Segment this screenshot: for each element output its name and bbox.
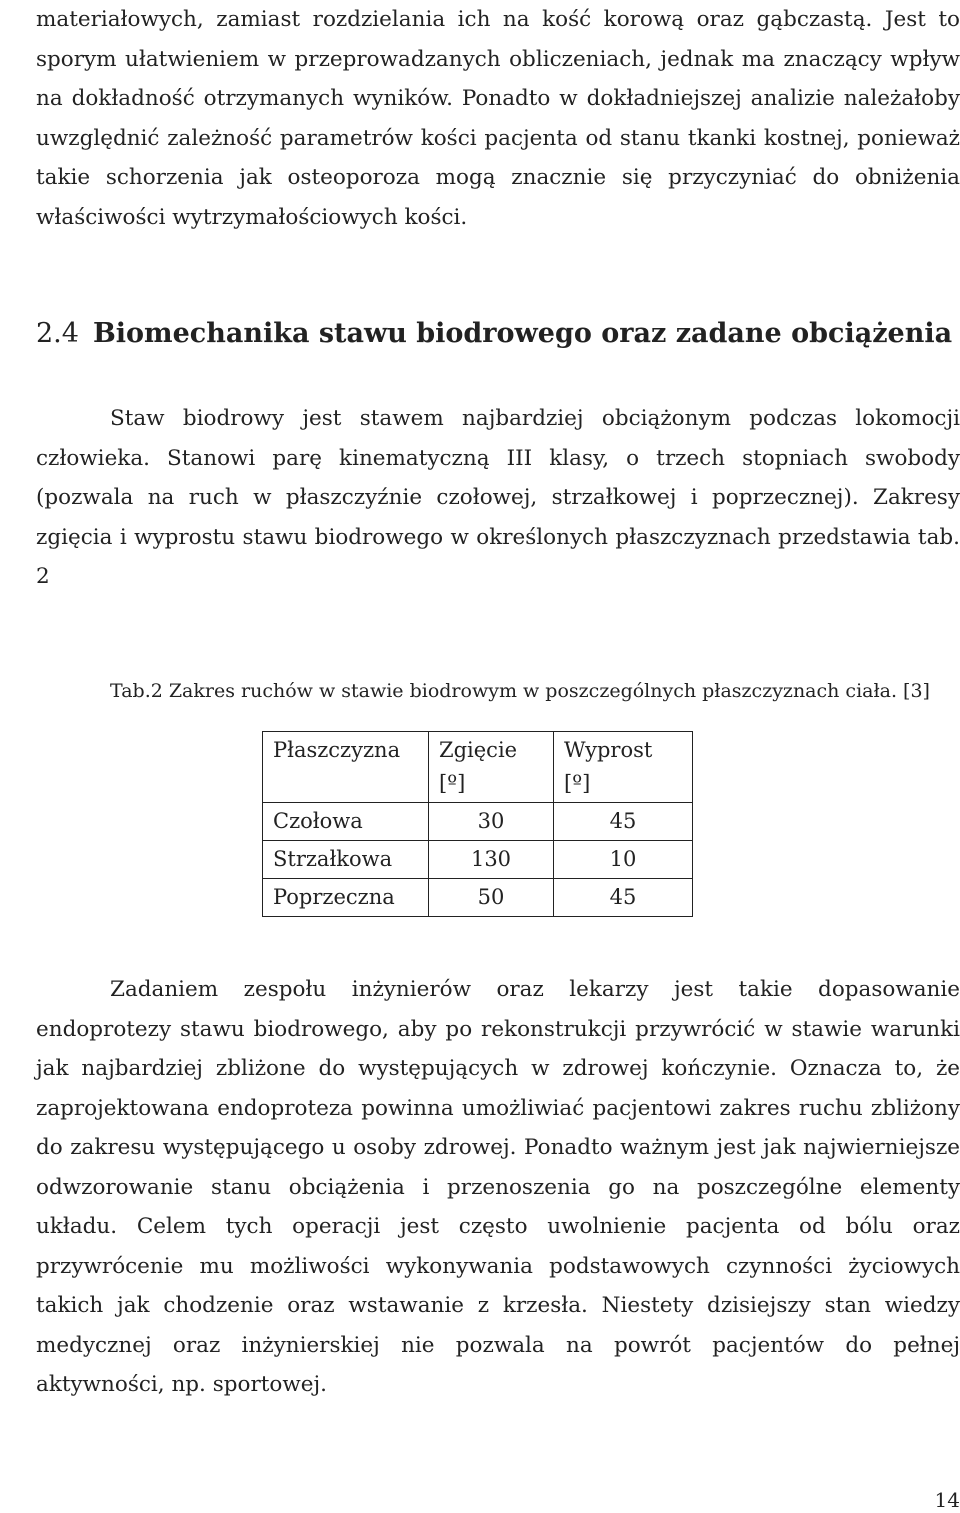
paragraph-3 — [36, 970, 960, 1405]
table-cell: 45 — [554, 803, 693, 841]
table-cell: 10 — [554, 841, 693, 879]
table-cell: 30 — [429, 803, 554, 841]
table-header-cell: Zgięcie [º] — [429, 732, 554, 803]
table-cell: Poprzeczna — [263, 879, 429, 917]
table-header-cell: Wyprost [º] — [554, 732, 693, 803]
table-cell: 130 — [429, 841, 554, 879]
table-caption: Tab.2 Zakres ruchów w stawie biodrowym w poszczególnych płaszczyznach ciała. [3] — [110, 680, 930, 702]
paragraph-3-text: Zadaniem zespołu inżynierów oraz lekarzy jest takie dopasowanie endoprotezy stawu biodrowego, aby po rekonstrukcji przywrócić w stawie warunki jak najbardziej zbliżone do występujących w zdrowej kończynie. Oznacza to, że zaprojektowana endoproteza powinna umożliwiać pacjentowi zakres ruchu zbliżony do zakresu występującego u osoby zdrowej. Ponadto ważnym jest jak najwierniejsze odwzorowanie stanu obciążenia i przenoszenia go na poszczególne elementy układu. Celem tych operacji jest często uwolnienie pacjenta od bólu oraz przywrócenie mu możliwości wykonywania podstawowych czynności życiowych takich jak chodzenie oraz wstawanie z krzesła. Niestety dzisiejszy stan wiedzy medycznej oraz inżynierskiej nie pozwala na powrót pacjentów do pełnej aktywności, np. sportowej. — [36, 977, 960, 1397]
table-cell: Strzałkowa — [263, 841, 429, 879]
table-cell: 45 — [554, 879, 693, 917]
paragraph-1: materiałowych, zamiast rozdzielania ich na kość korową oraz gąbczastą. Jest to sporym ułatwieniem w przeprowadzanych obliczeniach, jednak ma znaczący wpływ na dokładność otrzymanych wyników. Ponadto w dokładniejszej analizie należałoby uwzględnić zależność parametrów kości pacjenta od stanu tkanki kostnej, ponieważ takie schorzenia jak osteoporoza mogą znacznie się przyczyniać do obniżenia właściwości wytrzymałościowych kości. — [36, 7, 960, 230]
section-title: Biomechanika stawu biodrowego oraz zadane obciążenia — [92, 318, 953, 349]
table-header-row — [263, 732, 693, 803]
table-cell: Czołowa — [263, 803, 429, 841]
paragraph-2-text: Staw biodrowy jest stawem najbardziej obciążonym podczas lokomocji człowieka. Stanowi parę kinematyczną III klasy, o trzech stopniach swobody (pozwala na ruch w płaszczyźnie czołowej, strzałkowej i poprzecznej). Zakresy zgięcia i wyprostu stawu biodrowego w określonych płaszczyznach przedstawia tab. 2 — [36, 406, 960, 589]
page-number: 14 — [934, 1488, 960, 1512]
table-row — [263, 803, 693, 841]
table-row — [263, 879, 693, 917]
table-cell: 50 — [429, 879, 554, 917]
table-header-cell: Płaszczyzna — [263, 732, 429, 803]
table-row — [263, 841, 693, 879]
section-heading — [36, 318, 960, 349]
motion-range-table — [262, 731, 693, 917]
paragraph-2 — [36, 399, 960, 597]
section-number: 2.4 — [36, 318, 79, 349]
